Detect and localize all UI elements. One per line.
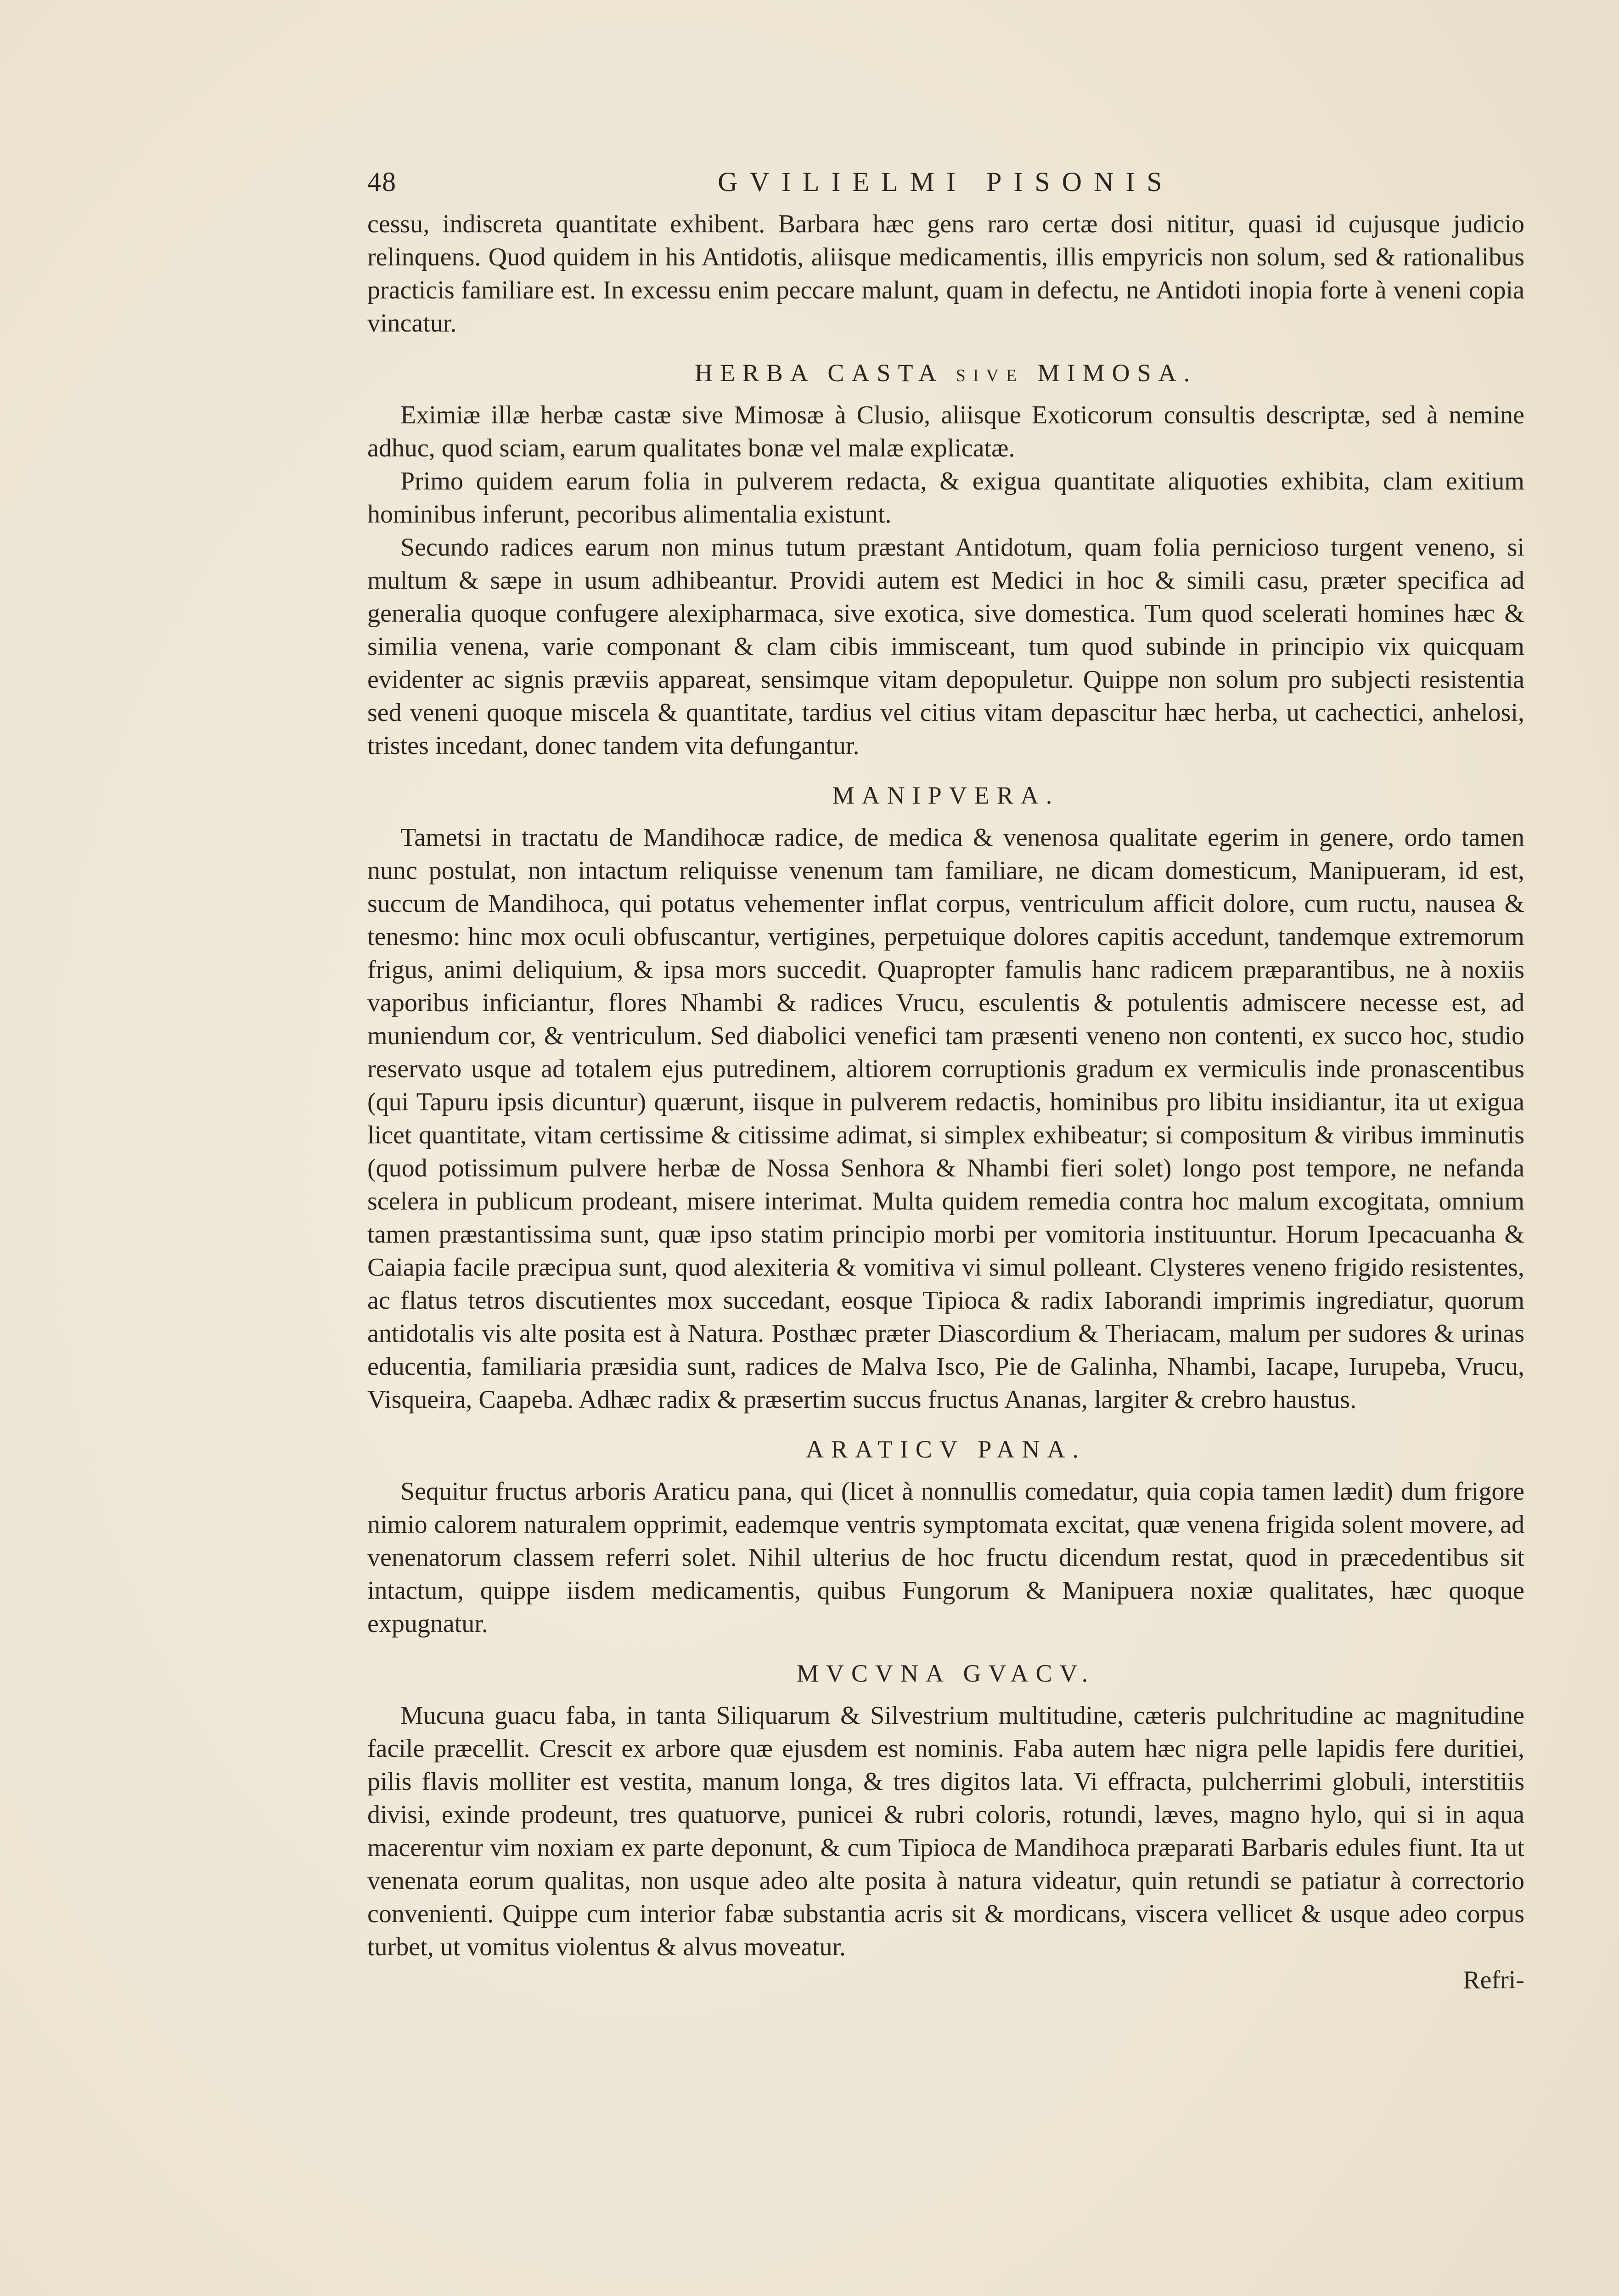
- herba-casta-paragraph-3: Secundo radices earum non minus tutum præstant Antidotum, quam folia pernicioso turgent veneno, si multum & sæpe in usum adhibeantur. Providi autem est Medici in hoc & simili casu, præter specifica ad generalia quoque confugere alexipharmaca, sive exotica, sive domestica. Tum quod scelerati homines hæc & similia venena, varie componant & clam cibis immisceant, tum quod subinde in principio vix quicquam evidenter ac signis præviis appareat, sensimque vitam depopuletur. Quippe non solum pro subjecti resistentia sed veneni quoque miscela & quantitate, tardius vel citius vitam depascitur hæc herba, ut cachectici, anhelosi, tristes incedant, donec tandem vita defungantur.: [367, 533, 1524, 760]
- herba-casta-paragraph-2: Primo quidem earum folia in pulverem redacta, & exigua quantitate aliquoties exhibita, clam exitium hominibus inferunt, pecoribus alimentalia existunt.: [367, 467, 1524, 529]
- catchword-row: [367, 1964, 1524, 1997]
- running-title: GVILIELMI PISONIS: [718, 167, 1174, 197]
- section-heading-herba-casta: HERBA CASTA sive MIMOSA.: [694, 359, 1197, 387]
- mucuna-guacu-paragraph: Mucuna guacu faba, in tanta Siliquarum & Silvestrium multitudine, cæteris pulchritudine ac magnitudine facile præcellit. Crescit ex arbore quæ ejusdem est nominis. Faba autem hæc nigra pelle lapidis fere duritiei, pilis flavis molliter est vestita, manum longa, & tres digitos lata. Vi effracta, pulcherrimi globuli, interstitiis divisi, exinde prodeunt, tres quatuorve, punicei & rubri coloris, rotundi, læves, magno hylo, qui si in aqua macerentur vim noxiam ex parte deponunt, & cum Tipioca de Mandihoca præparati Barbaris edules fiunt. Ita ut venenata eorum qualitas, non usque adeo alte posita à natura videatur, quin retundi se patiatur à correctorio convenienti. Quippe cum interior fabæ substantia acris sit & mordicans, viscera vellicet & usque adeo corpus turbet, ut vomitus violentus & alvus moveatur.: [367, 1701, 1524, 1961]
- section-heading-manipuera: MANIPVERA.: [832, 782, 1060, 809]
- section-heading-araticu-pana: ARATICV PANA.: [805, 1435, 1086, 1463]
- herba-casta-paragraph-1: Eximiæ illæ herbæ castæ sive Mimosæ à Clusio, aliisque Exoticorum consultis descriptæ, sed à nemine adhuc, quod sciam, earum qualitates bonæ vel malæ explicatæ.: [367, 401, 1524, 462]
- manipuera-paragraph: Tametsi in tractatu de Mandihocæ radice, de medica & venenosa qualitate egerim in genere, ordo tamen nunc postulat, non intactum reliquisse venenum tam familiare, ne dicam domesticum, Manipueram, id est, succum de Mandihoca, qui potatus vehementer inflat corpus, ventriculum afficit dolore, cum ructu, nausea & tenesmo: hinc mox oculi obfuscantur, vertigines, perpetuique dolores capitis accedunt, tandemque extremorum frigus, animi deliquium, & ipsa mors succedit. Quapropter famulis hanc radicem præparantibus, ne à noxiis vaporibus inficiantur, flores Nhambi & radices Vrucu, esculentis & potulentis admiscere necesse est, ad muniendum cor, & ventriculum. Sed diabolici venefici tam præsenti veneno non contenti, ex succo hoc, studio reservato usque ad totalem ejus putredinem, altiorem corruptionis gradum ex vermiculis inde pronascentibus (qui Tapuru ipsis dicuntur) quærunt, iisque in pulverem redactis, hominibus pro libitu insidiantur, ita ut exigua licet quantitate, vitam certissime & citissime adimat, si simplex exhibeatur; si compositum & viribus imminutis (quod potissimum pulvere herbæ de Nossa Senhora & Nhambi fieri solet) longo post tempore, ne nefanda scelera in publicum prodeant, misere interimat. Multa quidem remedia contra hoc malum excogitata, omnium tamen præstantissima sunt, quæ ipso statim principio morbi per vomitoria instituuntur. Horum Ipecacuanha & Caiapia facile præcipua sunt, quod alexiteria & vomitiva vi simul polleant. Clysteres veneno frigido resistentes, ac flatus tetros discutientes mox succedant, eosque Tipioca & radix Iaborandi imprimis ingrediatur, quorum antidotalis vis alte posita est à Natura. Posthæc præter Diascordium & Theriacam, malum per sudores & urinas educentia, familiaria præsidia sunt, radices de Malva Isco, Pie de Galinha, Nhambi, Iacape, Iurupeba, Vrucu, Visqueira, Caapeba. Adhæc radix & præsertim succus fructus Ananas, largiter & crebro haustus.: [367, 823, 1524, 1414]
- text-block: [367, 165, 1524, 1997]
- intro-paragraph: cessu, indiscreta quantitate exhibent. Barbara hæc gens raro certæ dosi nititur, quasi id cujusque judicio relinquens. Quod quidem in his Antidotis, aliisque medicamentis, illis empyricis non solum, sed & rationalibus practicis familiare est. In excessu enim peccare malunt, quam in defectu, ne Antidoti inopia forte à veneni copia vincatur.: [367, 210, 1524, 338]
- araticu-pana-paragraph: Sequitur fructus arboris Araticu pana, qui (licet à nonnullis comedatur, quia copia tamen lædit) dum frigore nimio calorem naturalem opprimit, eademque ventris symptomata excitat, quæ venena frigida solent movere, ad venenatorum classem referri solet. Nihil ulterius de hoc fructu dicendum restat, quod in præcedentibus sit intactum, quippe iisdem medicamentis, quibus Fungorum & Manipuera noxiæ qualitates, hæc quoque expugnatur.: [367, 1477, 1524, 1638]
- page-number: 48: [367, 167, 397, 197]
- running-head: [367, 165, 1524, 207]
- catchword: Refri-: [1463, 1966, 1524, 1994]
- section-heading-mucuna-guacu: MVCVNA GVACV.: [796, 1660, 1096, 1687]
